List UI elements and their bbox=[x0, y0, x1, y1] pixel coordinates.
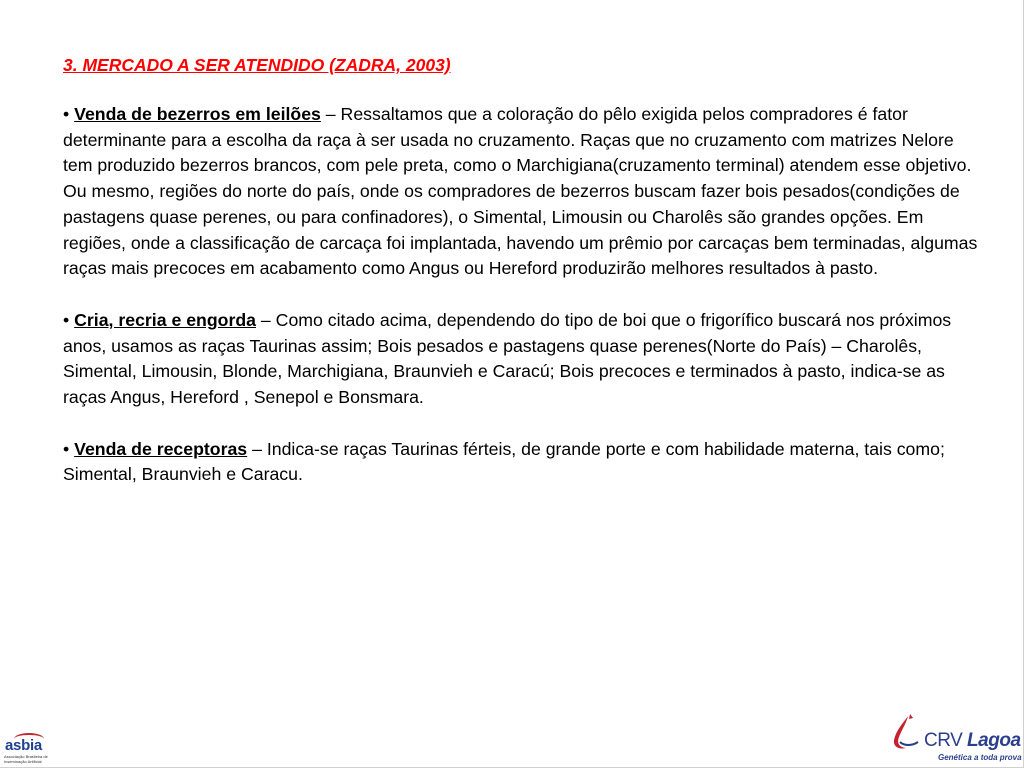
crv-wordmark-part2: Lagoa bbox=[962, 730, 1021, 751]
term-venda-bezerros: Venda de bezerros em leilões bbox=[74, 104, 321, 124]
crv-lagoa-logo bbox=[886, 712, 1022, 764]
crv-wordmark bbox=[924, 730, 1021, 752]
section-text: – Ressaltamos que a coloração do pêlo exigida pelos compradores é fator determinante para a escolha da raça à ser usada no cruzamento. Raças que no cruzamento com matrizes Nelore tem produzido bezerros brancos, com pele preta, como o Marchigiana(cruzamento terminal) atendem esse objetivo. Ou mesmo, regiões do norte do país, onde os compradores de bezerros buscam fazer bois pesados(condições de pastagens quase perenes, ou para confinadores), o Simental, Limousin ou Charolês são grandes opções. Em regiões, onde a classificação de carcaça foi implantada, havendo um prêmio por carcaças bem terminadas, algumas raças mais precoces em acabamento como Angus ou Hereford produzirão melhores resultados à pasto. bbox=[63, 104, 978, 279]
bullet: • bbox=[63, 309, 70, 330]
section-text: – Indica-se raças Taurinas férteis, de grande porte e com habilidade materna, tais como; Simental, Braunvieh e Caracu. bbox=[63, 438, 945, 485]
slide-title: 3. MERCADO A SER ATENDIDO (ZADRA, 2003) bbox=[63, 55, 451, 75]
crv-wordmark-part1: CRV bbox=[924, 730, 963, 751]
asbia-subtitle: Associação Brasileira de Inseminação Artificial bbox=[4, 754, 48, 764]
bullet: • bbox=[63, 438, 70, 459]
section-leiloes bbox=[63, 102, 983, 282]
term-venda-receptoras: Venda de receptoras bbox=[74, 438, 248, 459]
crv-swoosh-icon bbox=[886, 712, 926, 756]
asbia-wordmark: asbia bbox=[5, 737, 42, 754]
section-text: – Como citado acima, dependendo do tipo de boi que o frigorífico buscará nos próximos anos, usamos as raças Taurinas assim; Bois pesados e pastagens quase perenes(Norte do País) – Charolês, Simental, Limousin, Blonde, Marchigiana, Braunvieh e Caracú; Bois precoces e terminados à pasto, indica-se as raças Angus, Hereford , Senepol e Bonsmara. bbox=[63, 309, 952, 408]
bullet: • bbox=[63, 104, 70, 124]
section-cria-recria bbox=[63, 308, 983, 411]
section-receptoras bbox=[63, 437, 983, 488]
slide-content bbox=[63, 52, 983, 514]
crv-tagline: Genética a toda prova bbox=[938, 753, 1022, 762]
term-cria-recria-engorda: Cria, recria e engorda bbox=[74, 309, 256, 330]
asbia-logo bbox=[2, 733, 56, 766]
